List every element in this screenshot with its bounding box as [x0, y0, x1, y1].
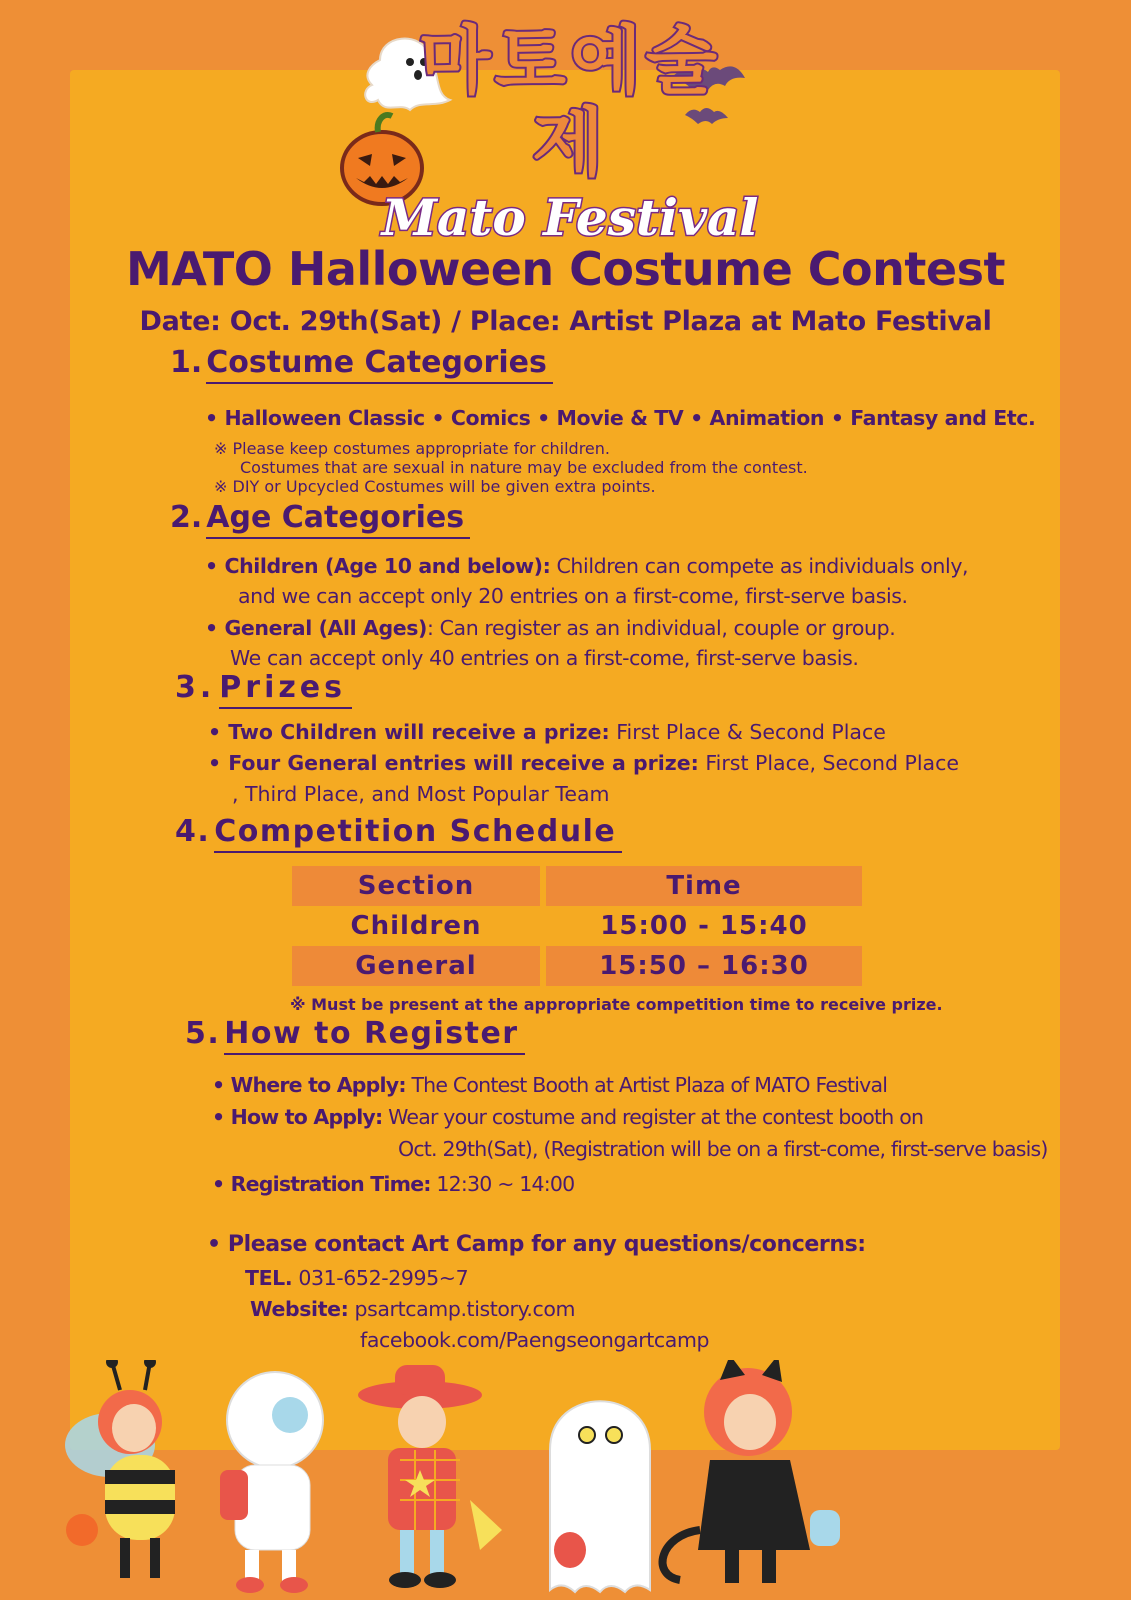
- event-date-place: Date: Oct. 29th(Sat) / Place: Artist Plaza at Mato Festival: [139, 306, 992, 337]
- section-heading-schedule: [175, 814, 622, 849]
- tel-label: TEL.: [245, 1266, 293, 1290]
- section-title: Age Categories: [206, 500, 470, 539]
- logo-korean-title: 마토예술제: [419, 18, 721, 186]
- section-number: 3.: [175, 670, 216, 705]
- prize-general-text: First Place, Second Place: [698, 751, 960, 775]
- how-text: Wear your costume and register at the contest booth on: [382, 1105, 924, 1129]
- contact-facebook[interactable]: facebook.com/Paengseongartcamp: [360, 1328, 710, 1352]
- table-cell-section: Children: [350, 911, 482, 941]
- age-category-general-cont: We can accept only 40 entries on a first-come, first-serve basis.: [230, 646, 859, 670]
- section-number: 2.: [170, 500, 203, 535]
- section-title: How to Register: [224, 1016, 524, 1055]
- section-number: 1.: [170, 345, 203, 380]
- logo-english-title: Mato Festival: [381, 188, 759, 247]
- black-cat-costume-kid: [663, 1360, 840, 1583]
- costume-category-list: • Halloween Classic • Comics • Movie & TV • Animation • Fantasy and Etc.: [205, 406, 1036, 430]
- section-heading-prizes: [175, 670, 352, 705]
- prize-children: [208, 720, 886, 744]
- time-text: 12:30 ~ 14:00: [430, 1172, 575, 1196]
- note-diy-extra-points: ※ DIY or Upcycled Costumes will be given extra points.: [214, 477, 656, 496]
- register-how: [212, 1105, 923, 1129]
- register-how-cont: Oct. 29th(Sat), (Registration will be on a first-come, first-serve basis): [398, 1137, 1048, 1161]
- section-title: Prizes: [219, 670, 352, 709]
- age-category-children-cont: and we can accept only 20 entries on a first-come, first-serve basis.: [238, 584, 908, 608]
- section-heading-costume-categories: [170, 345, 553, 380]
- age-category-general: [205, 616, 895, 640]
- general-text: : Can register as an individual, couple or group.: [427, 616, 896, 640]
- table-row: [292, 946, 862, 986]
- table-header-time: Time: [546, 866, 862, 906]
- prize-children-label: • Two Children will receive a prize:: [208, 720, 610, 744]
- general-label: • General (All Ages): [205, 616, 428, 640]
- time-label: • Registration Time:: [212, 1172, 431, 1196]
- note-excluded-costumes: Costumes that are sexual in nature may be excluded from the contest.: [240, 458, 808, 477]
- website-url[interactable]: psartcamp.tistory.com: [348, 1297, 576, 1321]
- section-heading-age-categories: [170, 500, 470, 535]
- where-label: • Where to Apply:: [212, 1073, 406, 1097]
- astronaut-costume-kid: [220, 1372, 323, 1593]
- contact-heading: • Please contact Art Camp for any questions/concerns:: [207, 1232, 866, 1257]
- children-text: Children can compete as individuals only,: [550, 554, 969, 578]
- table-cell-section: General: [292, 946, 540, 986]
- section-heading-register: [185, 1016, 525, 1051]
- table-header-row: [292, 866, 862, 906]
- register-where: [212, 1073, 887, 1097]
- ghost-costume-kid: [550, 1401, 650, 1592]
- register-time: [212, 1172, 574, 1196]
- table-cell-time: 15:00 - 15:40: [600, 911, 808, 941]
- table-header-section: Section: [292, 866, 540, 906]
- bee-costume-kid: [65, 1360, 175, 1578]
- table-cell-time: 15:50 – 16:30: [546, 946, 862, 986]
- table-row: [292, 906, 862, 946]
- section-title: Costume Categories: [206, 345, 553, 384]
- schedule-note: ※ Must be present at the appropriate competition time to receive prize.: [290, 995, 943, 1014]
- note-appropriate-costumes: ※ Please keep costumes appropriate for children.: [214, 439, 610, 458]
- age-category-children: [205, 554, 968, 578]
- cowboy-costume-kid: [358, 1365, 502, 1588]
- contact-website: [250, 1297, 575, 1321]
- prize-general-cont: , Third Place, and Most Popular Team: [232, 782, 610, 806]
- mato-festival-logo: [340, 20, 780, 250]
- prize-general: [208, 751, 959, 775]
- prize-general-label: • Four General entries will receive a prize:: [208, 751, 699, 775]
- prize-children-text: First Place & Second Place: [609, 720, 886, 744]
- section-title: Competition Schedule: [214, 814, 622, 853]
- section-number: 5.: [185, 1016, 221, 1051]
- contact-tel: [245, 1266, 468, 1290]
- website-label: Website:: [250, 1297, 349, 1321]
- page-title: MATO Halloween Costume Contest: [126, 242, 1005, 296]
- children-label: • Children (Age 10 and below):: [205, 554, 551, 578]
- tel-number: 031-652-2995~7: [292, 1266, 469, 1290]
- costumed-kids-illustration: [50, 1360, 850, 1600]
- how-label: • How to Apply:: [212, 1105, 383, 1129]
- section-number: 4.: [175, 814, 211, 849]
- where-text: The Contest Booth at Artist Plaza of MATO Festival: [405, 1073, 888, 1097]
